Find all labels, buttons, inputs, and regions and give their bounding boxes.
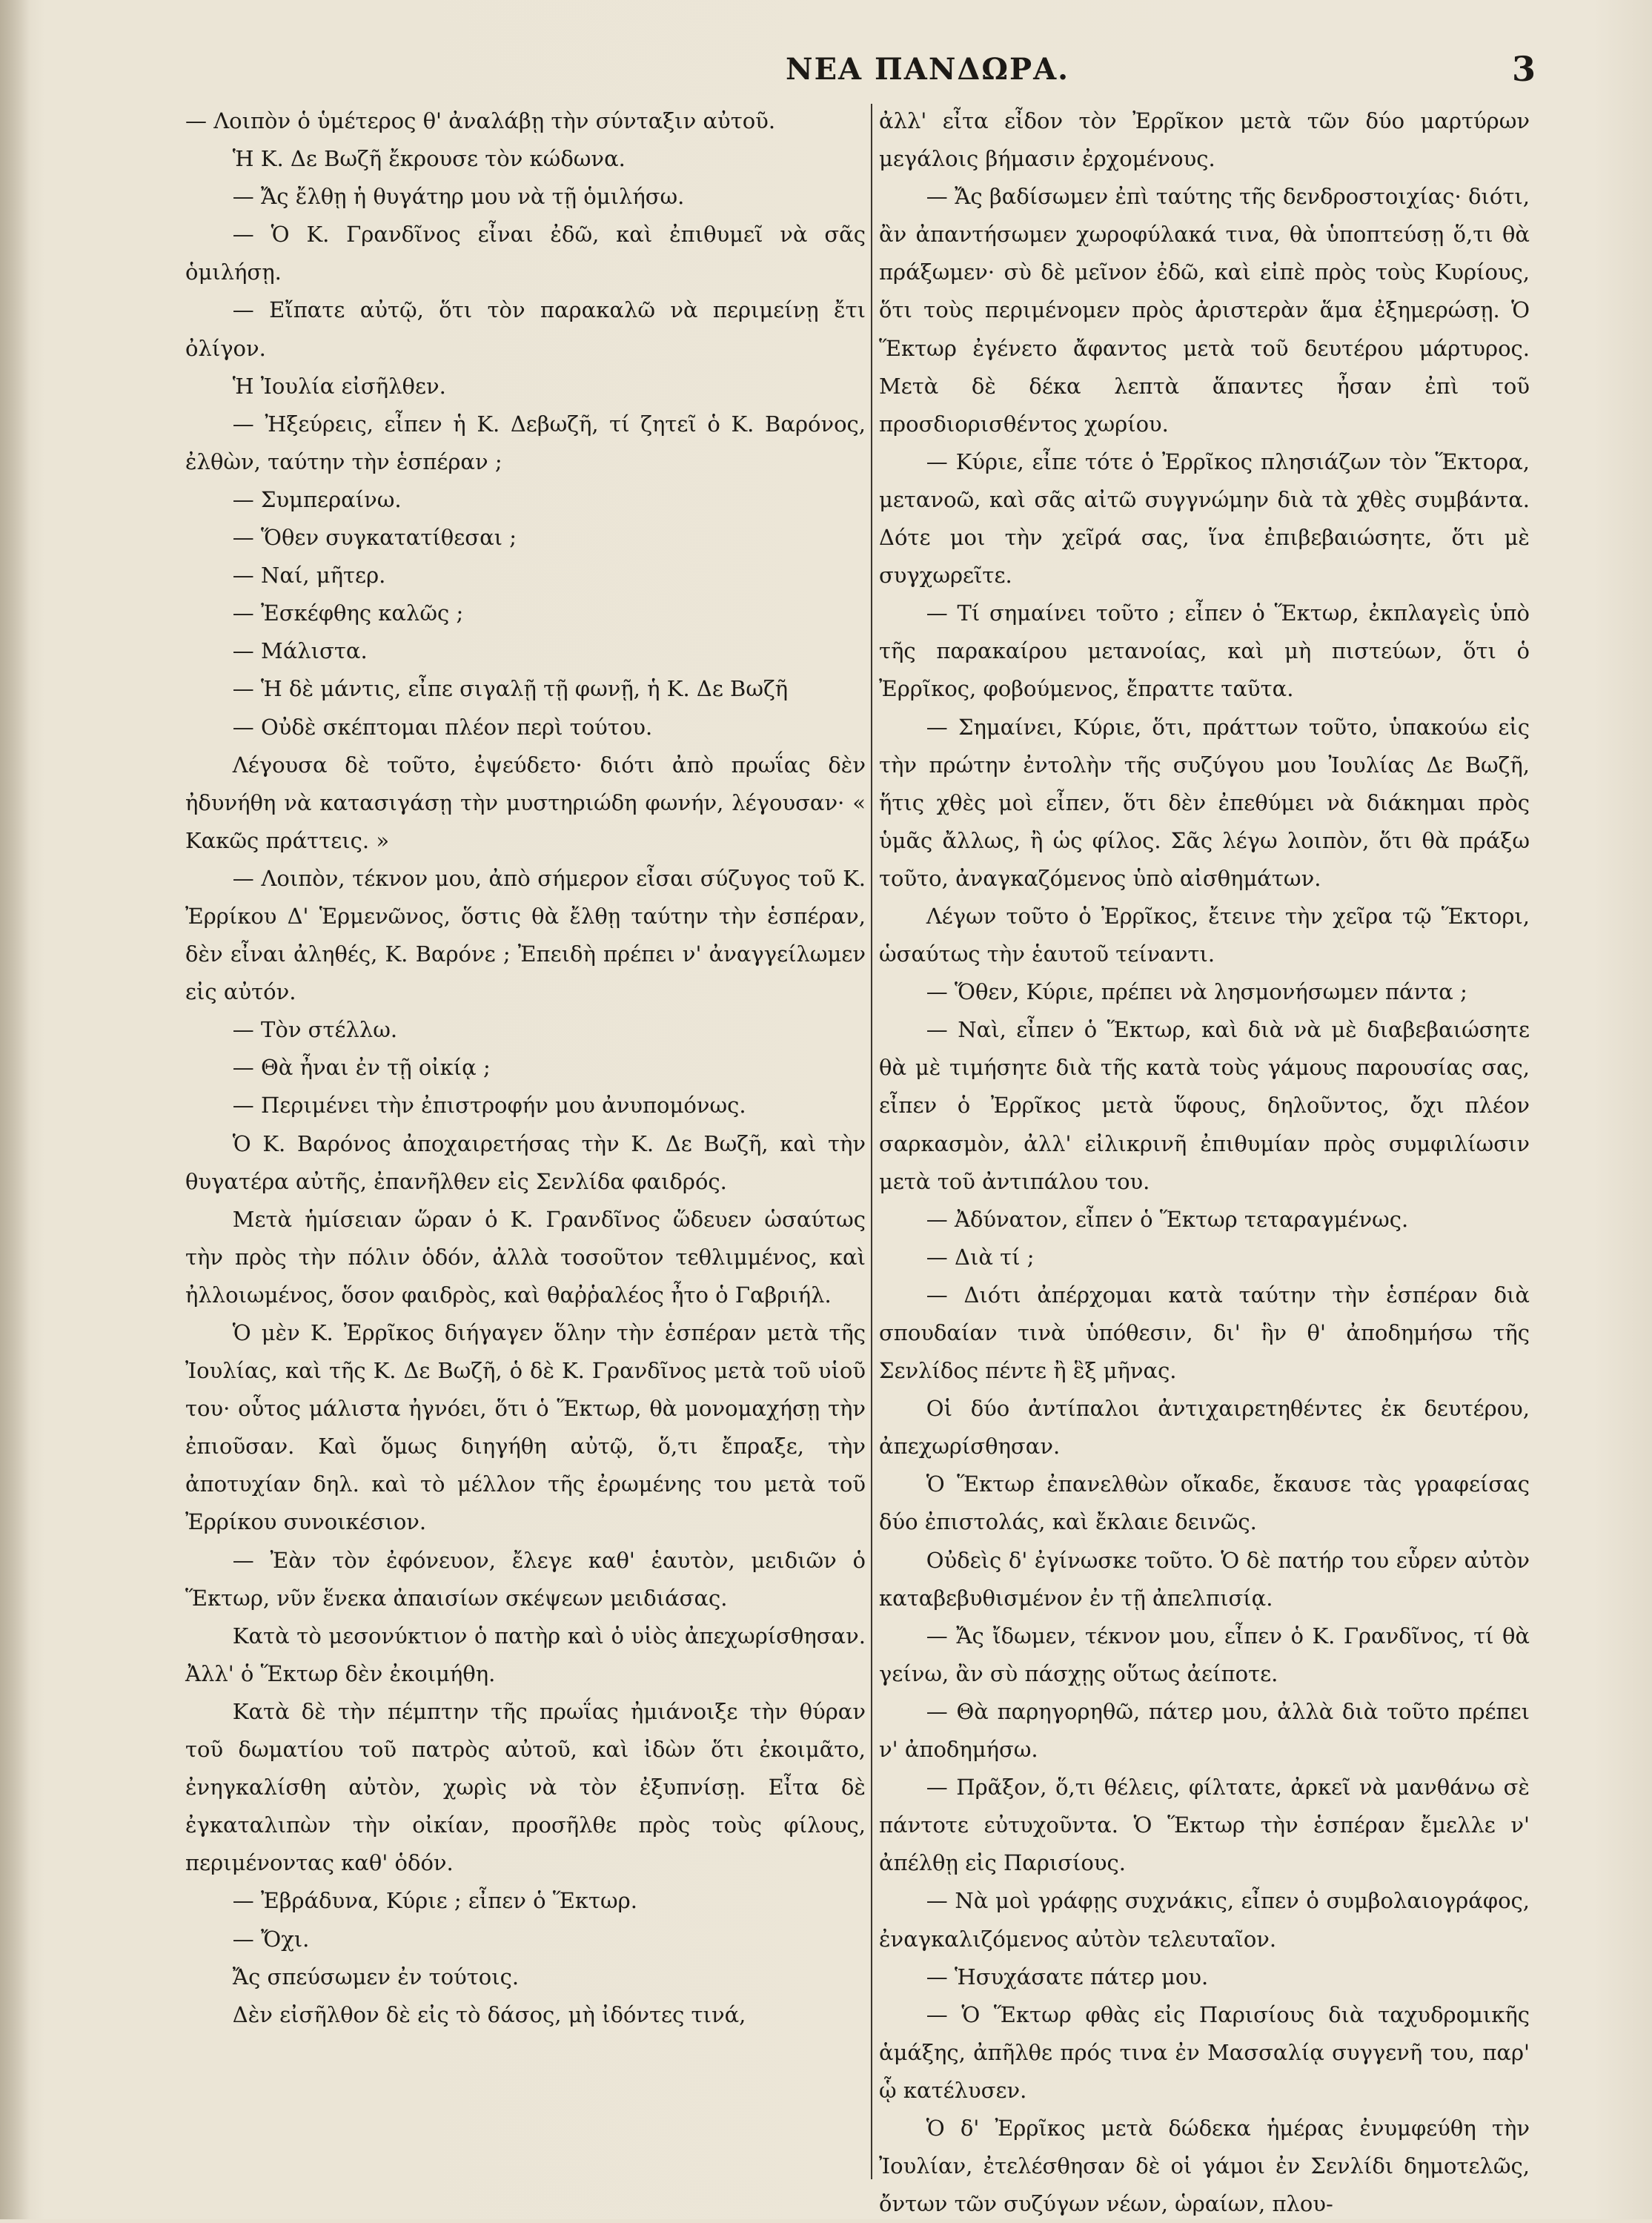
paragraph: — Ἄς βαδίσωμεν ἐπὶ ταύτης τῆς δενδροστοιχίας· διότι, ἂν ἀπαντήσωμεν χωροφύλακά τινα, θὰ ὑποπτεύσῃ ὅ,τι θὰ πράξωμεν· σὺ δὲ μεῖνον ἐδῶ, καὶ εἰπὲ πρὸς τοὺς Κυρίους, ὅτι τοὺς περιμένομεν πρὸς ἀριστερὰν ἅμα ἐξημερώσῃ. Ὁ Ἕκτωρ ἐγένετο ἄφαντος μετὰ τοῦ δευτέρου μάρτυρος. Μετὰ δὲ δέκα λεπτὰ ἅπαντες ἦσαν ἐπὶ τοῦ προσδιορισθέντος χωρίου.	[879, 184, 1530, 437]
paragraph: — Θὰ παρηγορηθῶ, πάτερ μου, ἀλλὰ διὰ τοῦτο πρέπει ν' ἀποδημήσω.	[879, 1698, 1530, 1763]
paragraph: Λέγουσα δὲ τοῦτο, ἐψεύδετο· διότι ἀπὸ πρωΐας δὲν ἠδυνήθη νὰ κατασιγάσῃ τὴν μυστηριώδη φωνήν, λέγουσαν· « Κακῶς πράττεις. »	[185, 752, 866, 853]
paragraph: Δὲν εἰσῆλθον δὲ εἰς τὸ δάσος, μὴ ἰδόντες τινά,	[232, 2001, 746, 2027]
paragraph: — Ἡσυχάσατε πάτερ μου.	[926, 1964, 1209, 1990]
paragraph: — Διὰ τί ;	[926, 1244, 1035, 1270]
page-number: 3	[1512, 49, 1536, 89]
paragraph: — Κύριε, εἶπε τότε ὁ Ἐρρῖκος πλησιάζων τὸν Ἕκτορα, μετανοῶ, καὶ σᾶς αἰτῶ συγγνώμην διὰ τὰ χθὲς συμβάντα. Δότε μοι τὴν χεῖρά σας, ἵνα ἐπιβεβαιώσητε, ὅτι μὲ συγχωρεῖτε.	[879, 448, 1530, 589]
paragraph: Ὁ Κ. Βαρόνος ἀποχαιρετήσας τὴν Κ. Δε Βωζῆ, καὶ τὴν θυγατέρα αὐτῆς, ἐπανῆλθεν εἰς Σενλίδα φαιδρός.	[185, 1130, 866, 1194]
paragraph: Κατὰ τὸ μεσονύκτιον ὁ πατὴρ καὶ ὁ υἱὸς ἀπεχωρίσθησαν. Ἀλλ' ὁ Ἕκτωρ δὲν ἐκοιμήθη.	[185, 1623, 866, 1686]
paragraph: — Πρᾶξον, ὅ,τι θέλεις, φίλτατε, ἀρκεῖ νὰ μανθάνω σὲ πάντοτε εὐτυχοῦντα. Ὁ Ἕκτωρ τὴν ἑσπέραν ἔμελλε ν' ἀπέλθῃ εἰς Παρισίους.	[879, 1775, 1530, 1876]
paragraph: — Ἠξεύρεις, εἶπεν ἡ Κ. Δεβωζῆ, τί ζητεῖ ὁ Κ. Βαρόνος, ἐλθὼν, ταύτην τὴν ἑσπέραν ;	[185, 411, 866, 474]
paragraph: — Ἄς ἔλθῃ ἡ θυγάτηρ μου νὰ τῇ ὁμιλήσω.	[232, 184, 685, 210]
paragraph: Ὁ δ' Ἐρρῖκος μετὰ δώδεκα ἡμέρας ἐνυμφεύθη τὴν Ἰουλίαν, ἐτελέσθησαν δὲ οἱ γάμοι ἐν Σενλίδι δημοτελῶς, ὄντων τῶν συζύγων νέων, ὡραίων, πλου-	[879, 2115, 1530, 2217]
paragraph: Ἄς σπεύσωμεν ἐν τούτοις.	[232, 1964, 520, 1990]
paragraph: Οἱ δύο ἀντίπαλοι ἀντιχαιρετηθέντες ἐκ δευτέρου, ἀπεχωρίσθησαν.	[879, 1396, 1530, 1460]
paragraph: — Ἐβράδυνα, Κύριε ; εἶπεν ὁ Ἕκτωρ.	[232, 1888, 637, 1914]
paragraph: Ἡ Ἰουλία εἰσῆλθεν.	[232, 373, 446, 399]
paragraph: — Ὅθεν συγκατατίθεσαι ;	[232, 525, 517, 551]
paragraph: — Τί σημαίνει τοῦτο ; εἶπεν ὁ Ἕκτωρ, ἐκπλαγεὶς ὑπὸ τῆς παρακαίρου μετανοίας, καὶ μὴ πιστεύων, ὅτι ὁ Ἐρρῖκος, φοβούμενος, ἔπραττε ταῦτα.	[879, 600, 1530, 702]
paragraph: — Οὐδὲ σκέπτομαι πλέον περὶ τούτου.	[232, 714, 653, 740]
paragraph: — Ἐὰν τὸν ἐφόνευον, ἔλεγε καθ' ἑαυτὸν, μειδιῶν ὁ Ἕκτωρ, νῦν ἕνεκα ἀπαισίων σκέψεων μειδιάσας.	[185, 1547, 866, 1611]
column-divider	[871, 104, 872, 2179]
page-title: ΝΕΑ ΠΑΝΔΩΡΑ.	[786, 52, 1070, 87]
paragraph: Ἡ Κ. Δε Βωζῆ ἔκρουσε τὸν κώδωνα.	[232, 146, 626, 172]
paragraph: — Θὰ ἦναι ἐν τῇ οἰκίᾳ ;	[232, 1055, 491, 1081]
paragraph: — Ὁ Ἕκτωρ φθὰς εἰς Παρισίους διὰ ταχυδρομικῆς ἁμάξης, ἀπῆλθε πρός τινα ἐν Μασσαλίᾳ συγγενῆ του, παρ' ᾧ κατέλυσεν.	[879, 2001, 1530, 2103]
paragraph: Ὁ Ἕκτωρ ἐπανελθὼν οἴκαδε, ἔκαυσε τὰς γραφείσας δύο ἐπιστολάς, καὶ ἔκλαιε δεινῶς.	[879, 1471, 1530, 1535]
paragraph: Οὐδεὶς δ' ἐγίνωσκε τοῦτο. Ὁ δὲ πατήρ του εὗρεν αὐτὸν καταβεβυθισμένον ἐν τῇ ἀπελπισίᾳ.	[879, 1547, 1530, 1611]
paragraph: — Τὸν στέλλω.	[232, 1017, 398, 1043]
paragraph: — Ἐσκέφθης καλῶς ;	[232, 600, 464, 626]
paragraph: — Ὅθεν, Κύριε, πρέπει νὰ λησμονήσωμεν πάντα ;	[926, 979, 1467, 1005]
paragraph: — Ἀδύνατον, εἶπεν ὁ Ἕκτωρ τεταραγμένως.	[926, 1206, 1409, 1232]
paragraph: Ὁ μὲν Κ. Ἐρρῖκος διήγαγεν ὅλην τὴν ἑσπέραν μετὰ τῆς Ἰουλίας, καὶ τῆς Κ. Δε Βωζῆ, ὁ δὲ Κ. Γρανδῖνος μετὰ τοῦ υἱοῦ του· οὗτος μάλιστα ἠγνόει, ὅτι ὁ Ἕκτωρ, θὰ μονομαχήσῃ τὴν ἐπιοῦσαν. Καὶ ὅμως διηγήθη αὐτῷ, ὅ,τι ἔπραξε, τὴν ἀποτυχίαν δηλ. καὶ τὸ μέλλον τῆς ἐρωμένης του μετὰ τοῦ Ἐρρίκου συνοικέσιον.	[185, 1320, 866, 1535]
paragraph: — Περιμένει τὴν ἐπιστροφήν μου ἀνυπομόνως.	[232, 1093, 746, 1119]
paragraph: — Ἄς ἴδωμεν, τέκνον μου, εἶπεν ὁ Κ. Γρανδῖνος, τί θὰ γείνω, ἂν σὺ πάσχῃς οὕτως ἀείποτε.	[879, 1623, 1530, 1686]
left-column	[185, 102, 866, 2034]
right-column	[879, 102, 1530, 2223]
paragraph: — Διότι ἀπέρχομαι κατὰ ταύτην τὴν ἑσπέραν διὰ σπουδαίαν τινὰ ὑπόθεσιν, δι' ἣν θ' ἀποδημήσω τῆς Σενλίδος πέντε ἢ ἓξ μῆνας.	[879, 1282, 1530, 1384]
paragraph: — Ὁ Κ. Γρανδῖνος εἶναι ἐδῶ, καὶ ἐπιθυμεῖ νὰ σᾶς ὁμιλήσῃ.	[185, 222, 866, 285]
paragraph: — Ναὶ, εἶπεν ὁ Ἕκτωρ, καὶ διὰ νὰ μὲ διαβεβαιώσητε θὰ μὲ τιμήσητε διὰ τῆς κατὰ τοὺς γάμους παρουσίας σας, εἶπεν ὁ Ἐρρῖκος μετὰ ὕφους, δηλοῦντος, ὄχι πλέον σαρκασμὸν, ἀλλ' εἰλικρινῆ ἐπιθυμίαν πρὸς συμφιλίωσιν μετὰ τοῦ ἀντιπάλου του.	[879, 1017, 1530, 1194]
paragraph: Λέγων τοῦτο ὁ Ἐρρῖκος, ἔτεινε τὴν χεῖρα τῷ Ἕκτορι, ὡσαύτως τὴν ἑαυτοῦ τείναντι.	[879, 903, 1530, 967]
paragraph: ἀλλ' εἶτα εἶδον τὸν Ἐρρῖκον μετὰ τῶν δύο μαρτύρων μεγάλοις βήμασιν ἐρχομένους.	[879, 108, 1530, 172]
paragraph: — Λοιπὸν, τέκνον μου, ἀπὸ σήμερον εἶσαι σύζυγος τοῦ Κ. Ἐρρίκου Δ' Ἑρμενῶνος, ὅστις θὰ ἔλθῃ ταύτην τὴν ἑσπέραν, δὲν εἶναι ἀληθές, Κ. Βαρόνε ; Ἐπειδὴ πρέπει ν' ἀναγγείλωμεν εἰς αὐτόν.	[185, 865, 866, 1005]
paragraph: Κατὰ δὲ τὴν πέμπτην τῆς πρωΐας ἠμιάνοιξε τὴν θύραν τοῦ δωματίου τοῦ πατρὸς αὐτοῦ, καὶ ἰδὼν ὅτι ἐκοιμᾶτο, ἐνηγκαλίσθη αὐτὸν, χωρὶς νὰ τὸν ἐξυπνίσῃ. Εἶτα δὲ ἐγκαταλιπὼν τὴν οἰκίαν, προσῆλθε πρὸς τοὺς φίλους, περιμένοντας καθ' ὁδόν.	[185, 1698, 866, 1876]
paragraph: — Συμπεραίνω.	[232, 486, 402, 512]
paragraph: — Σημαίνει, Κύριε, ὅτι, πράττων τοῦτο, ὑπακούω εἰς τὴν πρώτην ἐντολὴν τῆς συζύγου μου Ἰουλίας Δε Βωζῆ, ἥτις χθὲς μοὶ εἶπεν, ὅτι δὲν ἐπεθύμει νὰ διάκημαι πρὸς ὑμᾶς ἄλλως, ἢ ὡς φίλος. Σᾶς λέγω λοιπὸν, ὅτι θὰ πράξω τοῦτο, ἀναγκαζόμενος ὑπὸ αἰσθημάτων.	[879, 714, 1530, 891]
paragraph: — Μάλιστα.	[232, 638, 368, 664]
paragraph: — Λοιπὸν ὁ ὑμέτερος θ' ἀναλάβῃ τὴν σύνταξιν αὐτοῦ.	[185, 108, 776, 133]
paragraph: — Νὰ μοὶ γράφῃς συχνάκις, εἶπεν ὁ συμβολαιογράφος, ἐναγκαλιζόμενος αὐτὸν τελευταῖον.	[879, 1888, 1530, 1952]
paragraph: — Ἡ δὲ μάντις, εἶπε σιγαλῇ τῇ φωνῇ, ἡ Κ. Δε Βωζῆ	[232, 676, 789, 702]
paragraph: — Εἴπατε αὐτῷ, ὅτι τὸν παρακαλῶ νὰ περιμείνῃ ἔτι ὀλίγον.	[185, 297, 866, 361]
paragraph: — Ὄχι.	[232, 1926, 310, 1952]
paragraph: Μετὰ ἡμίσειαν ὥραν ὁ Κ. Γρανδῖνος ὥδευεν ὡσαύτως τὴν πρὸς τὴν πόλιν ὁδόν, ἀλλὰ τοσοῦτον τεθλιμμένος, καὶ ἠλλοιωμένος, ὅσον φαιδρὸς, καὶ θαῤῥαλέος ἦτο ὁ Γαβριήλ.	[185, 1206, 866, 1308]
paragraph: — Ναί, μῆτερ.	[232, 563, 386, 589]
binding-shadow	[0, 0, 30, 2219]
